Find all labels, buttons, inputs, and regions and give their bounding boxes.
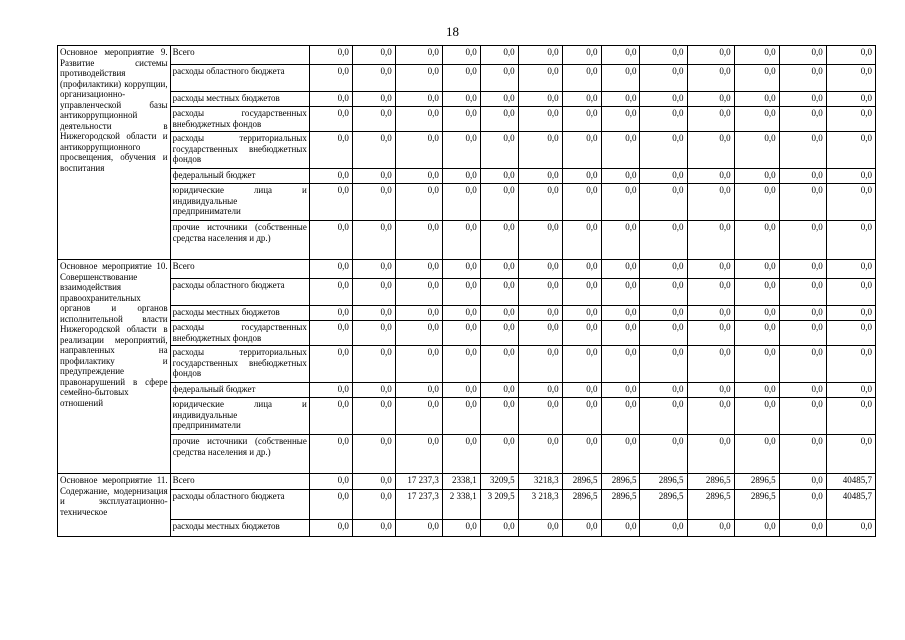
value-cell: 2 338,1 — [442, 490, 480, 520]
value-cell: 0,0 — [687, 65, 734, 92]
value-cell: 0,0 — [309, 65, 352, 92]
value-cell: 0,0 — [640, 221, 687, 260]
value-cell: 0,0 — [640, 520, 687, 537]
value-cell: 0,0 — [395, 306, 442, 321]
value-cell: 0,0 — [562, 279, 601, 306]
value-cell: 0,0 — [518, 260, 562, 279]
funding-source-cell: Всего — [170, 46, 309, 65]
value-cell: 0,0 — [352, 46, 395, 65]
value-cell: 0,0 — [601, 306, 640, 321]
value-cell: 0,0 — [562, 398, 601, 435]
value-cell: 0,0 — [309, 46, 352, 65]
table-body — [58, 46, 876, 537]
value-cell: 0,0 — [352, 383, 395, 398]
value-cell: 0,0 — [826, 306, 875, 321]
value-cell: 0,0 — [442, 65, 480, 92]
value-cell: 2896,5 — [562, 490, 601, 520]
value-cell: 0,0 — [309, 490, 352, 520]
value-cell: 0,0 — [442, 107, 480, 132]
value-cell: 0,0 — [734, 279, 779, 306]
value-cell: 0,0 — [562, 107, 601, 132]
value-cell: 0,0 — [309, 321, 352, 346]
value-cell: 0,0 — [687, 306, 734, 321]
value-cell: 0,0 — [442, 92, 480, 107]
value-cell: 0,0 — [309, 107, 352, 132]
value-cell: 0,0 — [442, 306, 480, 321]
value-cell: 0,0 — [352, 132, 395, 169]
value-cell: 0,0 — [779, 435, 826, 474]
value-cell: 0,0 — [518, 46, 562, 65]
value-cell: 2896,5 — [734, 490, 779, 520]
value-cell: 0,0 — [826, 46, 875, 65]
value-cell: 0,0 — [309, 383, 352, 398]
value-cell: 0,0 — [640, 184, 687, 221]
value-cell: 0,0 — [352, 490, 395, 520]
value-cell: 0,0 — [826, 260, 875, 279]
value-cell: 0,0 — [395, 435, 442, 474]
value-cell: 0,0 — [826, 132, 875, 169]
value-cell: 0,0 — [480, 321, 518, 346]
value-cell: 0,0 — [518, 221, 562, 260]
value-cell: 0,0 — [442, 46, 480, 65]
value-cell: 0,0 — [562, 306, 601, 321]
value-cell: 0,0 — [779, 383, 826, 398]
funding-source-cell: федеральный бюджет — [170, 383, 309, 398]
value-cell: 0,0 — [734, 92, 779, 107]
value-cell: 0,0 — [562, 260, 601, 279]
value-cell: 0,0 — [826, 221, 875, 260]
value-cell: 0,0 — [562, 383, 601, 398]
value-cell: 0,0 — [687, 321, 734, 346]
funding-source-cell: Всего — [170, 260, 309, 279]
value-cell: 0,0 — [562, 221, 601, 260]
value-cell: 0,0 — [480, 132, 518, 169]
value-cell: 0,0 — [352, 92, 395, 107]
value-cell: 0,0 — [395, 107, 442, 132]
table-row — [58, 321, 876, 346]
value-cell: 0,0 — [734, 321, 779, 346]
value-cell: 0,0 — [442, 321, 480, 346]
value-cell: 0,0 — [352, 520, 395, 537]
value-cell: 0,0 — [442, 279, 480, 306]
value-cell: 0,0 — [442, 520, 480, 537]
funding-source-cell: расходы территориальных государственных внебюджетных фондов — [170, 346, 309, 383]
funding-source-cell: прочие источники (собственные средства населения и др.) — [170, 221, 309, 260]
value-cell: 0,0 — [562, 92, 601, 107]
value-cell: 3 209,5 — [480, 490, 518, 520]
table-row — [58, 92, 876, 107]
value-cell: 0,0 — [734, 306, 779, 321]
value-cell: 2338,1 — [442, 474, 480, 490]
value-cell: 2896,5 — [601, 490, 640, 520]
value-cell: 0,0 — [601, 321, 640, 346]
value-cell: 0,0 — [309, 132, 352, 169]
value-cell: 0,0 — [640, 169, 687, 184]
table-row — [58, 383, 876, 398]
value-cell: 0,0 — [601, 221, 640, 260]
value-cell: 0,0 — [601, 107, 640, 132]
value-cell: 0,0 — [734, 221, 779, 260]
value-cell: 0,0 — [687, 279, 734, 306]
value-cell: 0,0 — [480, 169, 518, 184]
table-row — [58, 107, 876, 132]
value-cell: 0,0 — [734, 398, 779, 435]
value-cell: 0,0 — [687, 260, 734, 279]
value-cell: 0,0 — [826, 383, 875, 398]
value-cell: 0,0 — [518, 132, 562, 169]
value-cell: 2896,5 — [640, 490, 687, 520]
value-cell: 0,0 — [687, 132, 734, 169]
value-cell: 0,0 — [395, 169, 442, 184]
table-row — [58, 306, 876, 321]
value-cell: 0,0 — [687, 346, 734, 383]
funding-source-cell: расходы местных бюджетов — [170, 92, 309, 107]
value-cell: 0,0 — [640, 435, 687, 474]
value-cell: 0,0 — [309, 260, 352, 279]
funding-table — [57, 45, 876, 537]
value-cell: 0,0 — [734, 520, 779, 537]
value-cell: 0,0 — [826, 398, 875, 435]
funding-source-cell: расходы областного бюджета — [170, 279, 309, 306]
value-cell: 0,0 — [352, 65, 395, 92]
value-cell: 0,0 — [480, 520, 518, 537]
value-cell: 0,0 — [518, 184, 562, 221]
value-cell: 0,0 — [562, 169, 601, 184]
value-cell: 0,0 — [518, 398, 562, 435]
value-cell: 0,0 — [601, 184, 640, 221]
value-cell: 0,0 — [309, 279, 352, 306]
value-cell: 0,0 — [640, 107, 687, 132]
value-cell: 0,0 — [826, 184, 875, 221]
page-number: 18 — [446, 24, 459, 39]
value-cell: 0,0 — [601, 260, 640, 279]
value-cell: 0,0 — [562, 46, 601, 65]
value-cell: 0,0 — [779, 321, 826, 346]
table-row — [58, 346, 876, 383]
value-cell: 0,0 — [352, 107, 395, 132]
value-cell: 0,0 — [518, 306, 562, 321]
value-cell: 0,0 — [442, 398, 480, 435]
value-cell: 0,0 — [687, 435, 734, 474]
value-cell: 0,0 — [601, 346, 640, 383]
table-row — [58, 260, 876, 279]
value-cell: 0,0 — [687, 92, 734, 107]
value-cell: 0,0 — [562, 520, 601, 537]
funding-source-cell: расходы местных бюджетов — [170, 306, 309, 321]
value-cell: 0,0 — [640, 65, 687, 92]
value-cell: 0,0 — [687, 398, 734, 435]
activity-title-cell: Основное мероприятие 10. Совершенствование взаимодействия правоохранительных органов и органов исполнительной власти Нижегородской области в реализации мероприятий, направленных на профилактику и предупреждение правонарушений в сфере семейно-бытовых отношений — [58, 260, 171, 474]
value-cell: 3218,3 — [518, 474, 562, 490]
funding-source-cell: Всего — [170, 474, 309, 490]
value-cell: 0,0 — [601, 279, 640, 306]
value-cell: 0,0 — [687, 46, 734, 65]
value-cell: 0,0 — [601, 46, 640, 65]
value-cell: 0,0 — [395, 260, 442, 279]
value-cell: 3209,5 — [480, 474, 518, 490]
value-cell: 0,0 — [395, 279, 442, 306]
value-cell: 0,0 — [640, 321, 687, 346]
table-row — [58, 221, 876, 260]
value-cell: 0,0 — [480, 221, 518, 260]
activity-title-cell: Основное мероприятие 9. Развитие системы противодействия (профилактики) коррупции, организационно-управленческой базы антикоррупционной деятельности в Нижегородской области и антикоррупционного просвещения, обучения и воспитания — [58, 46, 171, 260]
value-cell: 0,0 — [734, 383, 779, 398]
value-cell: 0,0 — [442, 435, 480, 474]
value-cell: 0,0 — [480, 46, 518, 65]
value-cell: 0,0 — [395, 383, 442, 398]
value-cell: 0,0 — [601, 92, 640, 107]
value-cell: 0,0 — [352, 474, 395, 490]
value-cell: 0,0 — [352, 221, 395, 260]
value-cell: 0,0 — [562, 435, 601, 474]
value-cell: 0,0 — [640, 346, 687, 383]
value-cell: 0,0 — [480, 279, 518, 306]
value-cell: 0,0 — [734, 184, 779, 221]
activity-title-cell: Основное мероприятие 11. Содержание, модернизация и эксплуатационно-техническое — [58, 474, 171, 537]
value-cell: 0,0 — [826, 520, 875, 537]
value-cell: 0,0 — [779, 306, 826, 321]
value-cell: 0,0 — [779, 490, 826, 520]
value-cell: 0,0 — [309, 306, 352, 321]
value-cell: 0,0 — [734, 65, 779, 92]
value-cell: 2896,5 — [687, 474, 734, 490]
value-cell: 0,0 — [480, 184, 518, 221]
value-cell: 0,0 — [826, 65, 875, 92]
value-cell: 0,0 — [779, 65, 826, 92]
value-cell: 0,0 — [601, 169, 640, 184]
value-cell: 0,0 — [826, 169, 875, 184]
value-cell: 0,0 — [395, 221, 442, 260]
value-cell: 0,0 — [640, 132, 687, 169]
funding-source-cell: расходы государственных внебюджетных фондов — [170, 321, 309, 346]
value-cell: 0,0 — [352, 184, 395, 221]
value-cell: 0,0 — [779, 520, 826, 537]
value-cell: 0,0 — [442, 184, 480, 221]
value-cell: 0,0 — [601, 383, 640, 398]
value-cell: 0,0 — [352, 306, 395, 321]
funding-source-cell: расходы территориальных государственных внебюджетных фондов — [170, 132, 309, 169]
value-cell: 2896,5 — [640, 474, 687, 490]
funding-source-cell: прочие источники (собственные средства населения и др.) — [170, 435, 309, 474]
table-row — [58, 169, 876, 184]
value-cell: 0,0 — [687, 221, 734, 260]
value-cell: 0,0 — [309, 92, 352, 107]
value-cell: 0,0 — [779, 132, 826, 169]
value-cell: 0,0 — [601, 398, 640, 435]
value-cell: 0,0 — [779, 398, 826, 435]
value-cell: 0,0 — [562, 346, 601, 383]
value-cell: 0,0 — [640, 92, 687, 107]
value-cell: 0,0 — [687, 520, 734, 537]
value-cell: 0,0 — [518, 92, 562, 107]
value-cell: 40485,7 — [826, 490, 875, 520]
value-cell: 17 237,3 — [395, 490, 442, 520]
value-cell: 0,0 — [352, 260, 395, 279]
value-cell: 17 237,3 — [395, 474, 442, 490]
value-cell: 0,0 — [480, 398, 518, 435]
value-cell: 0,0 — [352, 346, 395, 383]
value-cell: 0,0 — [687, 169, 734, 184]
value-cell: 0,0 — [734, 46, 779, 65]
value-cell: 0,0 — [395, 398, 442, 435]
value-cell: 0,0 — [687, 383, 734, 398]
value-cell: 0,0 — [442, 169, 480, 184]
value-cell: 0,0 — [826, 279, 875, 306]
value-cell: 0,0 — [395, 321, 442, 346]
value-cell: 0,0 — [779, 92, 826, 107]
value-cell: 0,0 — [640, 383, 687, 398]
value-cell: 0,0 — [480, 383, 518, 398]
value-cell: 0,0 — [442, 260, 480, 279]
value-cell: 0,0 — [601, 435, 640, 474]
value-cell: 0,0 — [562, 321, 601, 346]
value-cell: 0,0 — [687, 107, 734, 132]
value-cell: 0,0 — [480, 306, 518, 321]
value-cell: 0,0 — [395, 92, 442, 107]
value-cell: 0,0 — [826, 92, 875, 107]
value-cell: 0,0 — [518, 279, 562, 306]
funding-source-cell: расходы областного бюджета — [170, 490, 309, 520]
table-row — [58, 435, 876, 474]
value-cell: 0,0 — [601, 65, 640, 92]
table-row — [58, 184, 876, 221]
value-cell: 0,0 — [395, 520, 442, 537]
value-cell: 0,0 — [734, 346, 779, 383]
value-cell: 0,0 — [779, 346, 826, 383]
value-cell: 0,0 — [779, 221, 826, 260]
value-cell: 0,0 — [518, 107, 562, 132]
value-cell: 0,0 — [352, 398, 395, 435]
value-cell: 0,0 — [779, 474, 826, 490]
value-cell: 0,0 — [601, 520, 640, 537]
value-cell: 0,0 — [826, 346, 875, 383]
value-cell: 0,0 — [779, 169, 826, 184]
value-cell: 0,0 — [352, 279, 395, 306]
funding-source-cell: юридические лица и индивидуальные предприниматели — [170, 398, 309, 435]
value-cell: 0,0 — [309, 169, 352, 184]
value-cell: 0,0 — [640, 306, 687, 321]
value-cell: 0,0 — [687, 184, 734, 221]
table-row — [58, 490, 876, 520]
value-cell: 0,0 — [309, 474, 352, 490]
table-row — [58, 65, 876, 92]
value-cell: 0,0 — [734, 435, 779, 474]
value-cell: 0,0 — [518, 520, 562, 537]
table-row — [58, 132, 876, 169]
value-cell: 0,0 — [640, 46, 687, 65]
value-cell: 0,0 — [395, 46, 442, 65]
value-cell: 0,0 — [779, 260, 826, 279]
value-cell: 0,0 — [352, 169, 395, 184]
value-cell: 0,0 — [779, 107, 826, 132]
value-cell: 2896,5 — [562, 474, 601, 490]
value-cell: 2896,5 — [601, 474, 640, 490]
value-cell: 0,0 — [442, 346, 480, 383]
value-cell: 2896,5 — [687, 490, 734, 520]
table-row — [58, 279, 876, 306]
value-cell: 0,0 — [309, 221, 352, 260]
value-cell: 0,0 — [734, 132, 779, 169]
value-cell: 2896,5 — [734, 474, 779, 490]
value-cell: 0,0 — [518, 435, 562, 474]
value-cell: 0,0 — [734, 260, 779, 279]
funding-source-cell: федеральный бюджет — [170, 169, 309, 184]
value-cell: 0,0 — [518, 65, 562, 92]
value-cell: 0,0 — [826, 435, 875, 474]
value-cell: 0,0 — [734, 107, 779, 132]
value-cell: 0,0 — [640, 279, 687, 306]
value-cell: 0,0 — [442, 383, 480, 398]
value-cell: 0,0 — [518, 169, 562, 184]
value-cell: 0,0 — [640, 398, 687, 435]
value-cell: 0,0 — [395, 132, 442, 169]
table-row — [58, 474, 876, 490]
value-cell: 0,0 — [395, 65, 442, 92]
value-cell: 0,0 — [779, 184, 826, 221]
value-cell: 0,0 — [442, 221, 480, 260]
funding-source-cell: расходы местных бюджетов — [170, 520, 309, 537]
funding-source-cell: расходы областного бюджета — [170, 65, 309, 92]
funding-source-cell: расходы государственных внебюджетных фондов — [170, 107, 309, 132]
value-cell: 0,0 — [309, 184, 352, 221]
value-cell: 0,0 — [562, 132, 601, 169]
value-cell: 0,0 — [395, 184, 442, 221]
value-cell: 0,0 — [640, 260, 687, 279]
value-cell: 0,0 — [518, 346, 562, 383]
value-cell: 0,0 — [562, 65, 601, 92]
value-cell: 0,0 — [734, 169, 779, 184]
value-cell: 0,0 — [601, 132, 640, 169]
table-row — [58, 520, 876, 537]
table-row — [58, 398, 876, 435]
value-cell: 0,0 — [480, 435, 518, 474]
value-cell: 0,0 — [518, 383, 562, 398]
value-cell: 0,0 — [309, 435, 352, 474]
value-cell: 0,0 — [352, 435, 395, 474]
value-cell: 0,0 — [442, 132, 480, 169]
value-cell: 0,0 — [395, 346, 442, 383]
value-cell: 0,0 — [562, 184, 601, 221]
value-cell: 0,0 — [309, 346, 352, 383]
value-cell: 0,0 — [480, 107, 518, 132]
value-cell: 0,0 — [352, 321, 395, 346]
value-cell: 0,0 — [779, 46, 826, 65]
value-cell: 40485,7 — [826, 474, 875, 490]
value-cell: 0,0 — [309, 520, 352, 537]
value-cell: 0,0 — [480, 65, 518, 92]
value-cell: 0,0 — [826, 321, 875, 346]
value-cell: 0,0 — [480, 346, 518, 383]
value-cell: 0,0 — [309, 398, 352, 435]
value-cell: 3 218,3 — [518, 490, 562, 520]
value-cell: 0,0 — [779, 279, 826, 306]
value-cell: 0,0 — [826, 107, 875, 132]
table-row — [58, 46, 876, 65]
value-cell: 0,0 — [518, 321, 562, 346]
funding-source-cell: юридические лица и индивидуальные предприниматели — [170, 184, 309, 221]
value-cell: 0,0 — [480, 92, 518, 107]
value-cell: 0,0 — [480, 260, 518, 279]
